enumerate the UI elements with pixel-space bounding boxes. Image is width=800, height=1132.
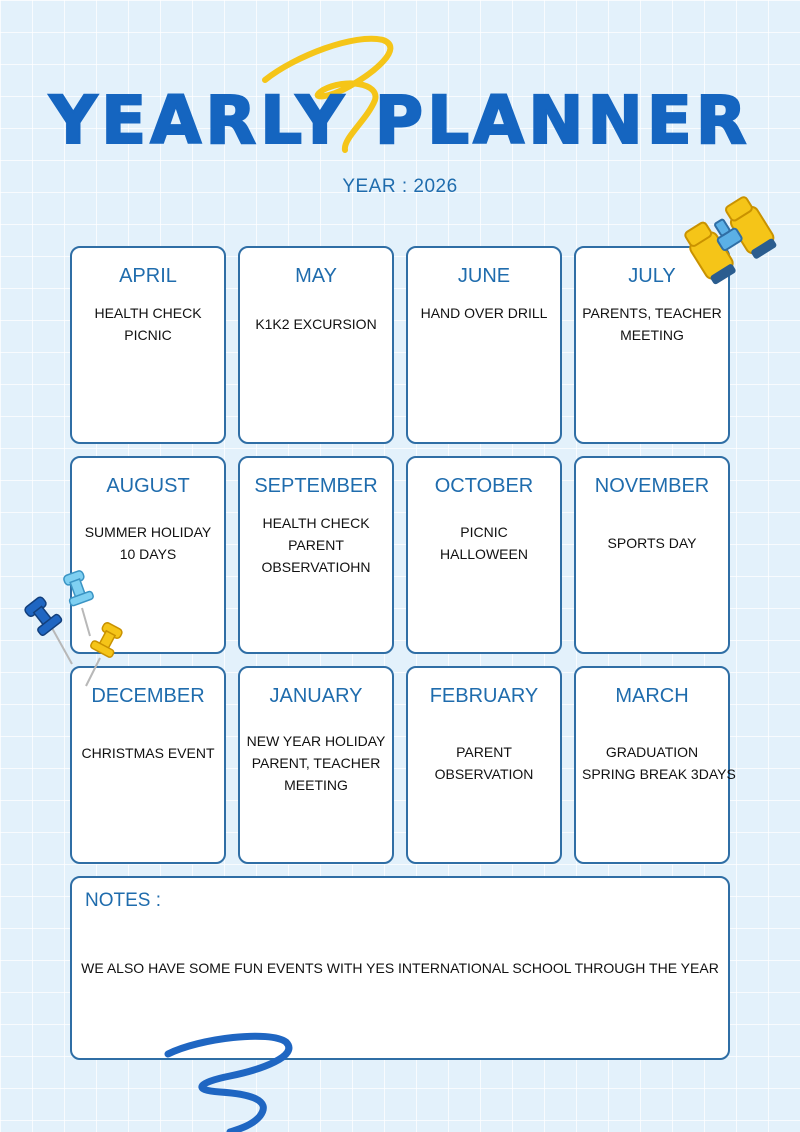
month-events (240, 512, 392, 578)
year-value: 2026 (413, 176, 458, 197)
event-line: PARENTS, TEACHER (582, 305, 722, 321)
event-line: K1K2 EXCURSION (255, 316, 377, 332)
month-name: AUGUST (106, 475, 190, 497)
month-events (240, 722, 392, 796)
event-line: OBSERVATION (434, 766, 534, 782)
event-line: SPRING BREAK 3DAYS (582, 766, 736, 782)
event-line: OBSERVATIOHN (261, 559, 371, 575)
month-card-april (70, 246, 226, 444)
month-grid (70, 246, 736, 864)
month-events (240, 302, 392, 335)
page-title: YEARLY PLANNER (49, 82, 751, 159)
month-card-december (70, 666, 226, 864)
event-line: HAND OVER DRILL (420, 305, 548, 321)
month-name: SEPTEMBER (254, 475, 378, 497)
month-name: JANUARY (269, 685, 363, 707)
event-line: MEETING (284, 777, 348, 793)
event-line: GRADUATION (605, 744, 699, 760)
month-card-june (406, 246, 562, 444)
month-name: DECEMBER (91, 685, 205, 707)
month-events (72, 512, 224, 565)
event-line: NEW YEAR HOLIDAY (246, 733, 386, 749)
event-line: PARENT (456, 744, 512, 760)
month-card-october (406, 456, 562, 654)
event-line: SPORTS DAY (607, 535, 697, 551)
month-events (576, 302, 728, 346)
month-events (576, 512, 728, 554)
event-line: MEETING (620, 327, 684, 343)
binoculars-icon (680, 188, 780, 288)
event-line: HALLOWEEN (440, 546, 528, 562)
month-events (72, 302, 224, 346)
month-events (408, 302, 560, 324)
month-card-september (238, 456, 394, 654)
blue-squiggle-icon (160, 1030, 300, 1132)
month-card-january (238, 666, 394, 864)
month-name: MARCH (615, 685, 689, 707)
event-line: 10 DAYS (119, 546, 177, 562)
month-name: OCTOBER (434, 475, 534, 497)
notes-title: NOTES : (85, 890, 162, 911)
push-pin-icon (24, 568, 134, 693)
month-name: NOVEMBER (594, 475, 710, 497)
event-line: HEALTH CHECK (262, 515, 370, 531)
month-card-march (574, 666, 736, 864)
year-label: YEAR : (342, 176, 414, 197)
month-name: FEBRUARY (429, 685, 539, 707)
event-line: HEALTH CHECK (94, 305, 202, 321)
month-card-february (406, 666, 562, 864)
month-events (72, 722, 224, 764)
event-line: PICNIC (460, 524, 508, 540)
month-events (408, 512, 560, 565)
event-line: SUMMER HOLIDAY (84, 524, 212, 540)
month-events (408, 722, 560, 785)
event-line: PARENT (288, 537, 344, 553)
month-card-may (238, 246, 394, 444)
month-name: MAY (295, 265, 337, 287)
month-card-november (574, 456, 730, 654)
event-line: PARENT, TEACHER (251, 755, 381, 771)
month-name: JUNE (457, 265, 511, 287)
notes-text: WE ALSO HAVE SOME FUN EVENTS WITH YES INTERNATIONAL SCHOOL THROUGH THE YEAR (81, 960, 719, 976)
month-name: JULY (628, 265, 676, 287)
month-events (576, 722, 736, 785)
month-name: APRIL (119, 265, 177, 287)
event-line: CHRISTMAS EVENT (81, 745, 215, 761)
event-line: PICNIC (124, 327, 172, 343)
